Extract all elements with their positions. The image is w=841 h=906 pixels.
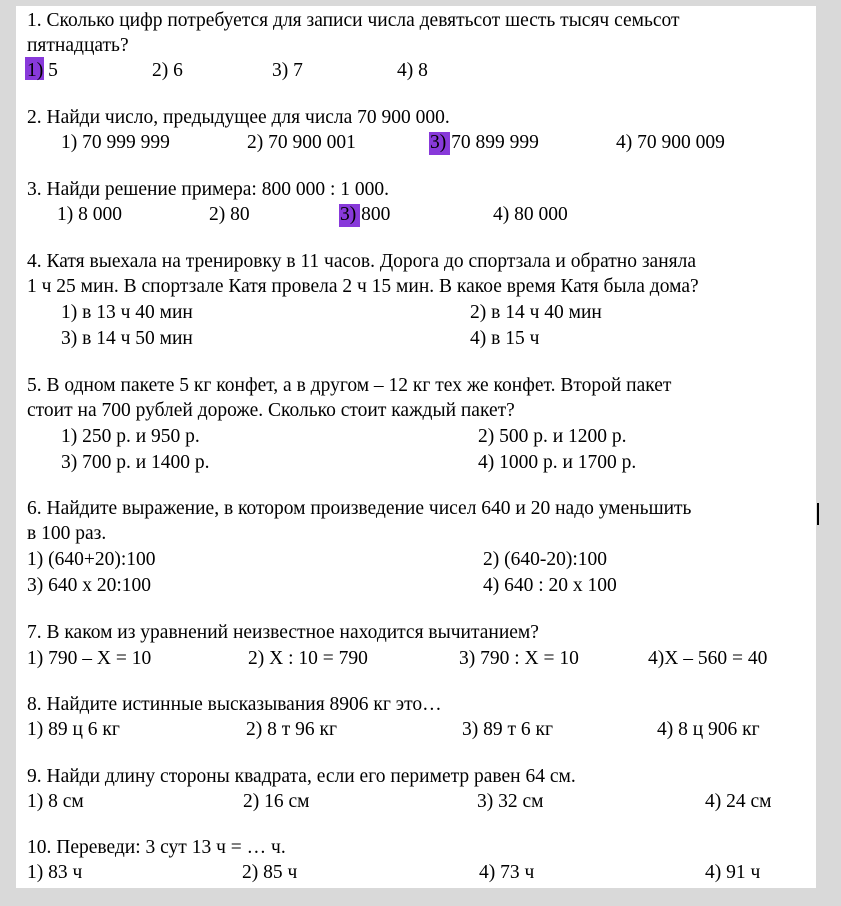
q9-option-3: 3) 32 см bbox=[477, 791, 544, 812]
q9-option-2: 2) 16 см bbox=[243, 791, 310, 812]
q10-option-1: 1) 83 ч bbox=[27, 862, 83, 883]
question-10-text: 10. Переведи: 3 сут 13 ч = … ч. bbox=[27, 837, 286, 858]
q4-option-2: 2) в 14 ч 40 мин bbox=[470, 302, 602, 323]
question-2-text: 2. Найди число, предыдущее для числа 70 900 000. bbox=[27, 107, 450, 128]
q1-option-1: 1) 5 bbox=[27, 60, 58, 81]
q8-option-3: 3) 89 т 6 кг bbox=[462, 719, 553, 740]
q6-option-4: 4) 640 : 20 х 100 bbox=[483, 575, 617, 596]
q10-option-3: 4) 73 ч bbox=[479, 862, 535, 883]
q3-option-3: 3) 800 bbox=[340, 204, 391, 225]
q2-option-1: 1) 70 999 999 bbox=[61, 132, 170, 153]
q5-option-2: 2) 500 р. и 1200 р. bbox=[478, 426, 627, 447]
q10-option-2: 2) 85 ч bbox=[242, 862, 298, 883]
worksheet-page bbox=[16, 6, 816, 888]
q6-option-3: 3) 640 х 20:100 bbox=[27, 575, 152, 596]
question-3-text: 3. Найди решение примера: 800 000 : 1 000. bbox=[27, 179, 389, 200]
q5-option-4: 4) 1000 р. и 1700 р. bbox=[478, 452, 637, 473]
question-5-text: 5. В одном пакете 5 кг конфет, а в другом – 12 кг тех же конфет. Второй пакет bbox=[27, 375, 672, 396]
question-6-text-cont: в 100 раз. bbox=[27, 523, 107, 544]
question-6-text: 6. Найдите выражение, в котором произведение чисел 640 и 20 надо уменьшить bbox=[27, 498, 692, 519]
q2-option-4: 4) 70 900 009 bbox=[616, 132, 725, 153]
q9-option-1: 1) 8 см bbox=[27, 791, 84, 812]
q3-option-1: 1) 8 000 bbox=[57, 204, 122, 225]
q8-option-4: 4) 8 ц 906 кг bbox=[657, 719, 760, 740]
q5-option-3: 3) 700 р. и 1400 р. bbox=[61, 452, 210, 473]
text-cursor bbox=[817, 503, 819, 525]
q5-option-1: 1) 250 р. и 950 р. bbox=[61, 426, 200, 447]
q7-option-2: 2) Х : 10 = 790 bbox=[248, 648, 368, 669]
question-4-text-cont: 1 ч 25 мин. В спортзале Катя провела 2 ч 15 мин. В какое время Катя была дома? bbox=[27, 276, 699, 297]
q7-option-1: 1) 790 – Х = 10 bbox=[27, 648, 152, 669]
q4-option-4: 4) в 15 ч bbox=[470, 328, 540, 349]
question-1-text: 1. Сколько цифр потребуется для записи числа девятьсот шесть тысяч семьсот bbox=[27, 10, 680, 31]
q1-option-2: 2) 6 bbox=[152, 60, 183, 81]
question-7-text: 7. В каком из уравнений неизвестное находится вычитанием? bbox=[27, 622, 539, 643]
q8-option-1: 1) 89 ц 6 кг bbox=[27, 719, 120, 740]
question-5-text-cont: стоит на 700 рублей дороже. Сколько стоит каждый пакет? bbox=[27, 400, 515, 421]
q7-option-3: 3) 790 : Х = 10 bbox=[459, 648, 579, 669]
q6-option-1: 1) (640+20):100 bbox=[27, 549, 156, 570]
q2-option-2: 2) 70 900 001 bbox=[247, 132, 356, 153]
q3-option-4: 4) 80 000 bbox=[493, 204, 568, 225]
q3-option-2: 2) 80 bbox=[209, 204, 250, 225]
question-8-text: 8. Найдите истинные высказывания 8906 кг это… bbox=[27, 694, 442, 715]
question-1-text-cont: пятнадцать? bbox=[27, 35, 129, 56]
q2-option-3: 3) 70 899 999 bbox=[430, 132, 539, 153]
q4-option-1: 1) в 13 ч 40 мин bbox=[61, 302, 193, 323]
q10-option-4: 4) 91 ч bbox=[705, 862, 761, 883]
q9-option-4: 4) 24 см bbox=[705, 791, 772, 812]
q7-option-4: 4)Х – 560 = 40 bbox=[648, 648, 768, 669]
q4-option-3: 3) в 14 ч 50 мин bbox=[61, 328, 193, 349]
question-4-text: 4. Катя выехала на тренировку в 11 часов. Дорога до спортзала и обратно заняла bbox=[27, 251, 697, 272]
q1-option-4: 4) 8 bbox=[397, 60, 428, 81]
q6-option-2: 2) (640-20):100 bbox=[483, 549, 608, 570]
question-9-text: 9. Найди длину стороны квадрата, если его периметр равен 64 см. bbox=[27, 766, 576, 787]
q1-option-3: 3) 7 bbox=[272, 60, 303, 81]
q8-option-2: 2) 8 т 96 кг bbox=[246, 719, 337, 740]
